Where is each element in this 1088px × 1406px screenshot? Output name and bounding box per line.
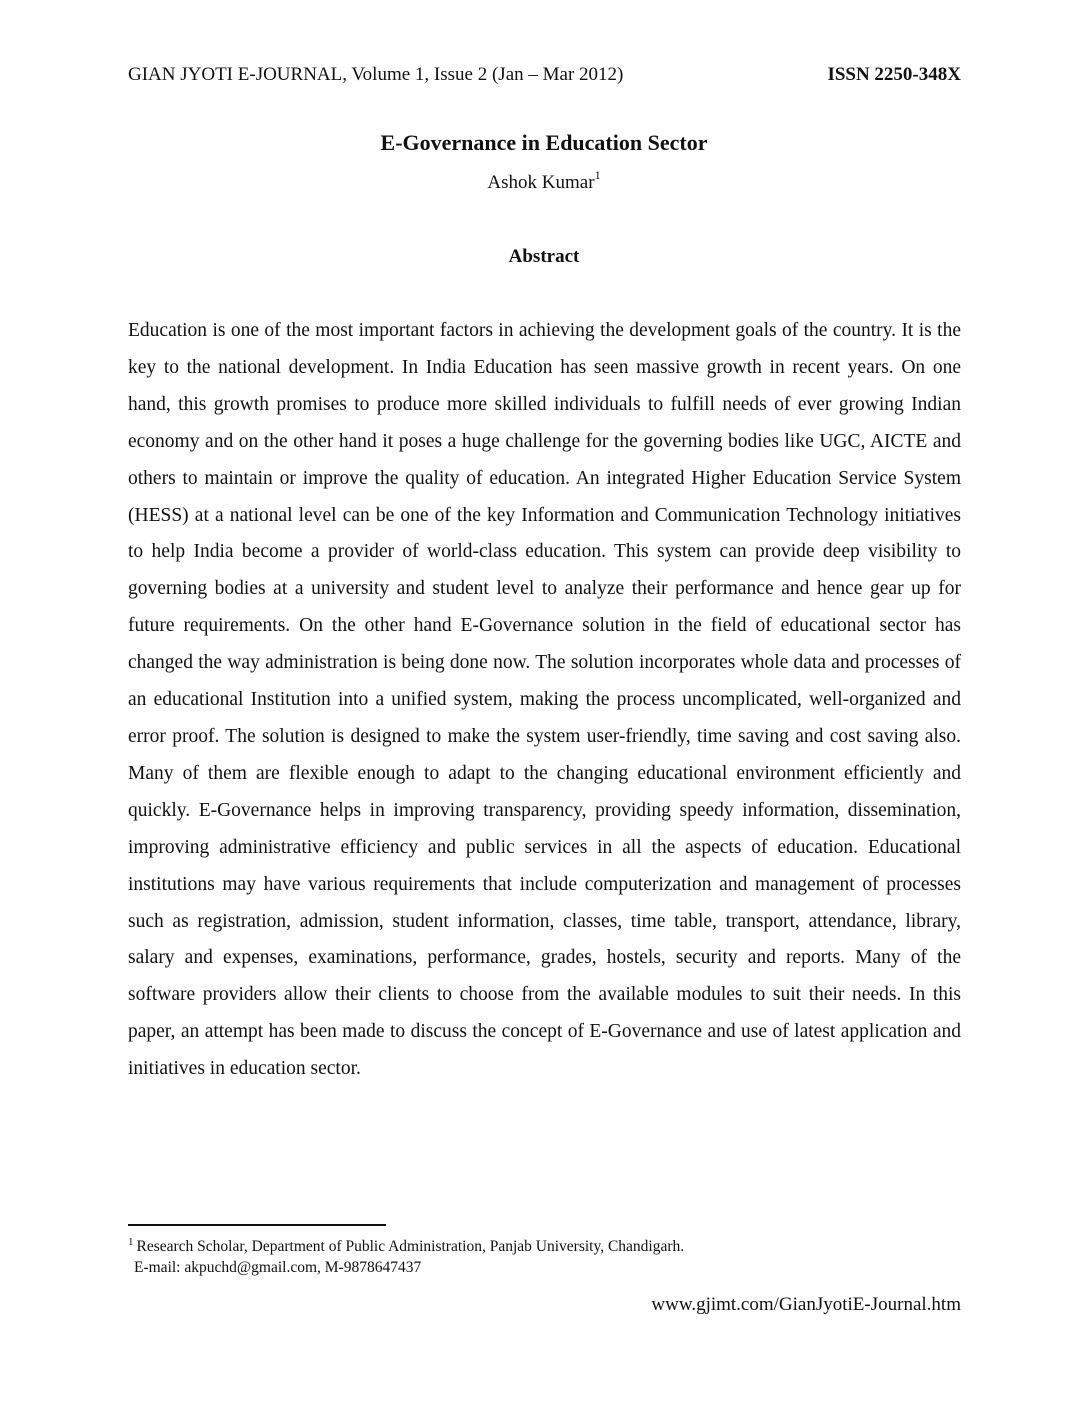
author-name: Ashok Kumar [487,172,595,193]
author-footnote-mark: 1 [594,168,601,182]
footnote-mark: 1 [128,1236,134,1248]
footnote-affiliation: Research Scholar, Department of Public Administration, Panjab University, Chandigarh. [136,1238,685,1255]
abstract-heading: Abstract [508,246,580,267]
journal-citation: GIAN JYOTI E-JOURNAL, Volume 1, Issue 2 (Jan – Mar 2012) [128,64,624,85]
footnote-divider [128,1224,386,1226]
footnote-contact: E-mail: akpuchd@gmail.com, M-9878647437 [134,1259,422,1276]
abstract-body: Education is one of the most important factors in achieving the development goals of the country. It is the key to the national development. In India Education has seen massive growth in recent years. On one hand, this growth promises to produce more skilled individuals to fulfill needs of ever growing Indian economy and on the other hand it poses a huge challenge for the governing bodies like UGC, AICTE and others to maintain or improve the quality of education. An integrated Higher Education Service System (HESS) at a national level can be one of the key Information and Communication Technology initiatives to help India become a provider of world-class education. This system can provide deep visibility to governing bodies at a university and student level to analyze their performance and hence gear up for future requirements. On the other hand E-Governance solution in the field of educational sector has changed the way administration is being done now. The solution incorporates whole data and processes of an educational Institution into a unified system, making the process uncomplicated, well-organized and error proof. The solution is designed to make the system user-friendly, time saving and cost saving also. Many of them are flexible enough to adapt to the changing educational environment efficiently and quickly. E-Governance helps in improving transparency, providing speedy information, dissemination, improving administrative efficiency and public services in all the aspects of education. Educational institutions may have various requirements that include computerization and management of processes such as registration, admission, student information, classes, time table, transport, attendance, library, salary and expenses, examinations, performance, grades, hostels, security and reports. Many of the software providers allow their clients to choose from the available modules to suit their needs. In this paper, an attempt has been made to discuss the concept of E-Governance and use of latest application and initiatives in education sector. [128,320,961,1080]
footnote [128,1236,961,1278]
footnote-affiliation-line [128,1236,961,1257]
footer-url: www.gjimt.com/GianJyotiE-Journal.htm [651,1294,961,1315]
running-header [128,64,961,90]
author-line [0,168,1088,194]
paper-title: E-Governance in Education Sector [380,130,708,155]
issn-number: ISSN 2250-348X [827,64,961,85]
